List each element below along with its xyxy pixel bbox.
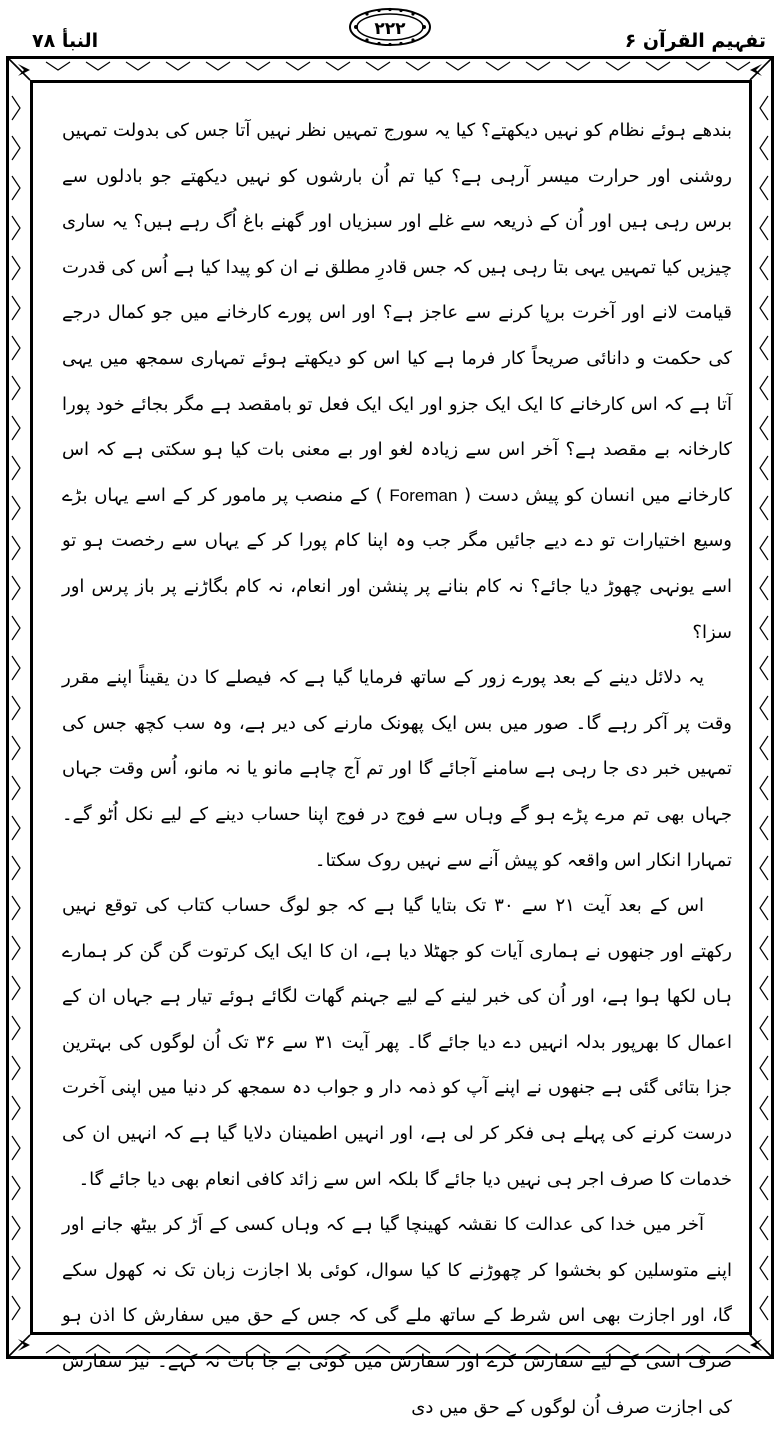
paragraph-text: ) کے منصب پر مامور کر کے اسے یہاں بڑے وسیع اختیارات تو دے دیے جائیں مگر جب وہ اپنا کام پورا کر کے یہاں سے رخصت ہو تو اسے یونہی چھوڑ دیا جائے؟ نہ کام بنانے پر پنشن اور انعام، نہ کام بگاڑنے پر باز پرس اور سزا؟	[62, 484, 732, 643]
paragraph	[62, 1202, 732, 1430]
surah-running-head: النبأ ۷۸	[32, 30, 99, 52]
paragraph-text: یہ دلائل دینے کے بعد پورے زور کے ساتھ فرمایا گیا ہے کہ فیصلے کا دن یقیناً اپنے مقرر وقت پر آکر رہے گا۔ صور میں بس ایک پھونک مارنے کی دیر ہے، وہ سب کچھ جس کی تمہیں خبر دی جا رہی ہے سامنے آجائے گا اور تم آج چاہے مانو یا نہ مانو، اُس وقت جہاں جہاں بھی تم مرے پڑے ہو گے وہاں سے فوج در فوج اپنا حساب دینے کے لیے نکل اُٹو گے۔ تمہارا انکار اس واقعہ کو پیش آنے سے نہیں روک سکتا۔	[62, 667, 732, 871]
body-text	[62, 108, 733, 1418]
paragraph	[62, 883, 732, 1202]
paragraph-text: بندھے ہوئے نظام کو نہیں دیکھتے؟ کیا یہ سورج تمہیں نظر نہیں آتا جس کی بدولت تمہیں روشنی اور حرارت میسر آرہی ہے؟ کیا تم اُن بارشوں کو نہیں دیکھتے جو بادلوں سے برس رہی ہیں اور اُن کے ذریعہ سے غلے اور سبزیاں اور گھنے باغ اُگ رہے ہیں؟ یہ ساری چیزیں کیا تمہیں یہی بتا رہی ہیں کہ جس قادرِ مطلق نے ان کو پیدا کیا ہے اُس کی قدرت قیامت لانے اور آخرت برپا کرنے سے عاجز ہے؟ اور اس پورے کارخانے میں جو کمال درجے کی حکمت و دانائی صریحاً کار فرما ہے کیا اس کو دیکھتے ہوئے تمہاری سمجھ میں یہی آتا ہے کہ اس کارخانے کا ایک ایک جزو اور ایک ایک فعل تو بامقصد ہے مگر بجائے خود پورا کارخانہ بے مقصد ہے؟ آخر اس سے زیادہ لغو اور بے معنی بات کیا ہو سکتی ہے کہ اس کارخانے میں انسان کو پیش دست (	[62, 120, 733, 506]
page-header	[0, 0, 784, 56]
english-term: Foreman	[389, 485, 458, 505]
book-running-head: تفہیم القرآن ۶	[624, 30, 766, 52]
paragraph-text: اس کے بعد آیت ۲۱ سے ۳۰ تک بتایا گیا ہے کہ جو لوگ حساب کتاب کی توقع نہیں رکھتے اور جنھوں نے ہماری آیات کو جھٹلا دیا ہے، ان کا ایک ایک کرتوت گن گن کر ہمارے ہاں لکھا ہوا ہے، اور اُن کی خبر لینے کے لیے جہنم گھات لگائے ہوئے تیار ہے جہاں ان کے اعمال کا بھرپور بدلہ انہیں دے دیا جائے گا۔ پھر آیت ۳۱ سے ۳۶ تک اُن لوگوں کی بہترین جزا بتائی گئی ہے جنھوں نے اپنے آپ کو ذمہ دار و جواب دہ سمجھ کر دنیا میں اپنی آخرت درست کرنے کی پہلے ہی فکر کر لی ہے، اور انہیں اطمینان دلایا گیا ہے کہ انہیں ان کی خدمات کا صرف اجر ہی نہیں دیا جائے گا بلکہ اس سے زائد کافی انعام بھی دیا جائے گا۔	[62, 895, 732, 1190]
page-number: ۲۲۲	[374, 19, 406, 39]
page-number-emblem	[347, 6, 433, 48]
paragraph	[62, 655, 732, 883]
paragraph-text: آخر میں خدا کی عدالت کا نقشہ کھینچا گیا ہے کہ وہاں کسی کے اَڑ کر بیٹھ جانے اور اپنے متوسلین کو بخشوا کر چھوڑنے کا کیا سوال، کوئی بلا اجازت زبان تک نہ کھول سکے گا، اور اجازت بھی اس شرط کے ساتھ ملے گی کہ جس کے حق میں سفارش کا اذن ہو صرف اسی کے لیے سفارش کرے اور سفارش میں کوئی بے جا بات نہ کہے۔ نیز سفارش کی اجازت صرف اُن لوگوں کے حق میں دی	[62, 1214, 732, 1418]
paragraph	[62, 108, 732, 655]
